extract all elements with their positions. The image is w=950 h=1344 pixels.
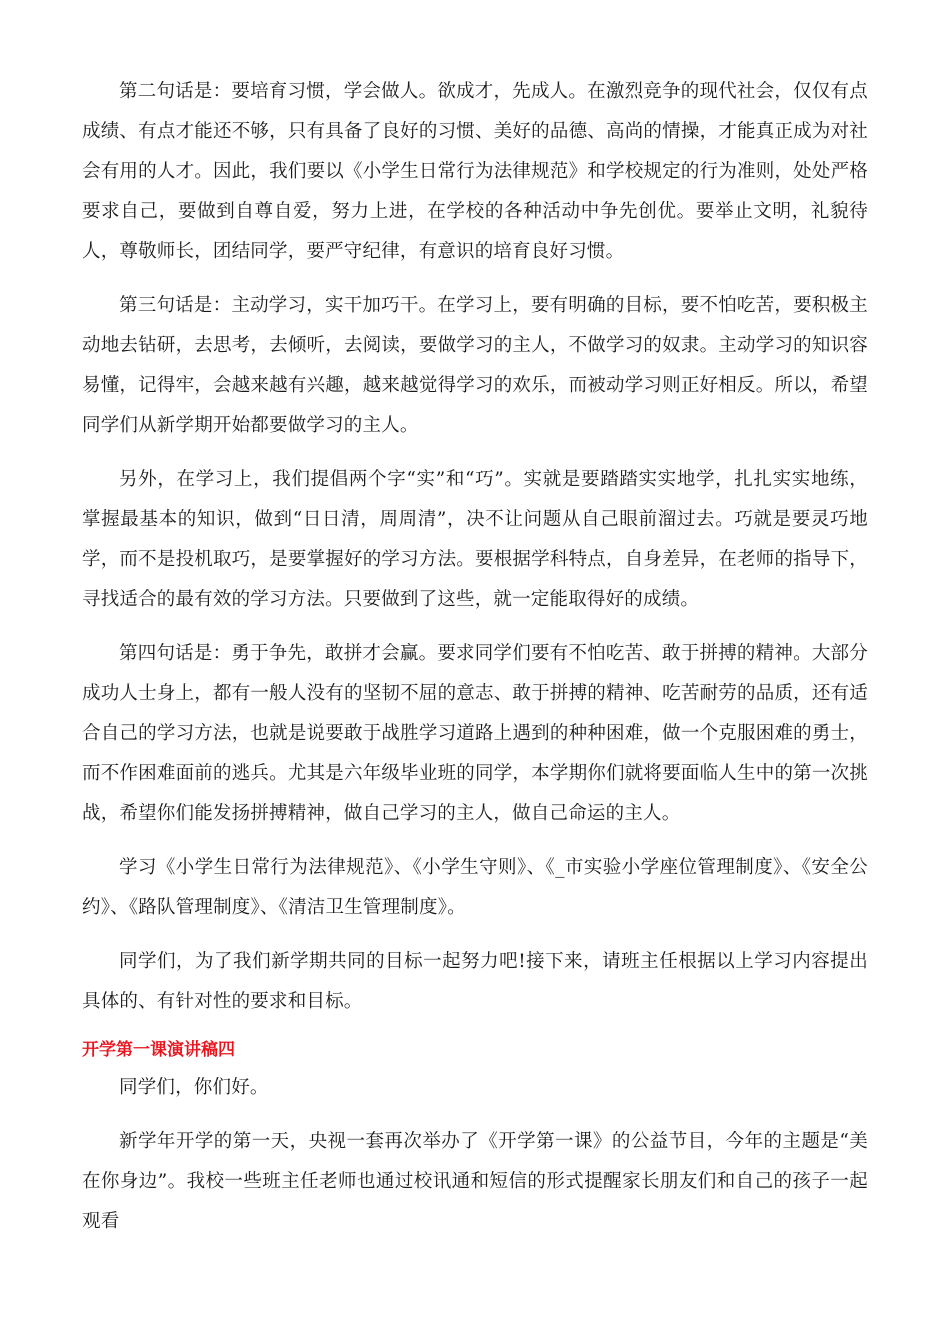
paragraph-fourth-sentence: 第四句话是：勇于争先，敢拼才会赢。要求同学们要有不怕吃苦、敢于拼搏的精神。大部分成功人士身上，都有一般人没有的坚韧不屈的意志、敢于拼搏的精神、吃苦耐劳的品质，还有适合自己的学习方法，也就是说要敢于战胜学习道路上遇到的种种困难，做一个克服困难的勇士，而不作困难面前的逃兵。尤其是六年级毕业班的同学，本学期你们就将要面临人生中的第一次挑战，希望你们能发扬拼搏精神，做自己学习的主人，做自己命运的主人。 (82, 643, 868, 824)
paragraph-greeting: 同学们，你们好。 (119, 1077, 269, 1098)
paragraph-study-rules: 学习《小学生日常行为法律规范》、《小学生守则》、《_市实验小学座位管理制度》、《安全公约》、《路队管理制度》、《清洁卫生管理制度》。 (82, 857, 868, 918)
paragraph-third-sentence: 第三句话是：主动学习，实干加巧干。在学习上，要有明确的目标，要不怕吃苦，要积极主动地去钻研，去思考，去倾听，去阅读，要做学习的主人，不做学习的奴隶。主动学习的知识容易懂，记得牢，会越来越有兴趣，越来越觉得学习的欢乐，而被动学习则正好相反。所以，希望同学们从新学期开始都要做学习的主人。 (82, 295, 868, 436)
paragraph-closing: 同学们，为了我们新学期共同的目标一起努力吧!接下来，请班主任根据以上学习内容提出具体的、有针对性的要求和目标。 (82, 951, 868, 1012)
paragraph-new-term: 新学年开学的第一天，央视一套再次举办了《开学第一课》的公益节目，今年的主题是“美在你身边”。我校一些班主任老师也通过校讯通和短信的形式提醒家长朋友们和自己的孩子一起观看 (82, 1131, 868, 1232)
section-heading: 开学第一课演讲稿四 (82, 1040, 235, 1060)
paragraph-second-sentence: 第二句话是：要培育习惯，学会做人。欲成才，先成人。在激烈竞争的现代社会，仅仅有点成绩、有点才能还不够，只有具备了良好的习惯、美好的品德、高尚的情操，才能真正成为对社会有用的人才。因此，我们要以《小学生日常行为法律规范》和学校规定的行为准则，处处严格要求自己，要做到自尊自爱，努力上进，在学校的各种活动中争先创优。要举止文明，礼貌待人，尊敬师长，团结同学，要严守纪律，有意识的培育良好习惯。 (82, 81, 868, 262)
document-body (82, 72, 868, 1256)
paragraph-shi-qiao: 另外，在学习上，我们提倡两个字“实”和“巧”。实就是要踏踏实实地学，扎扎实实地练，掌握最基本的知识，做到“日日清，周周清”，决不让问题从自己眼前溜过去。巧就是要灵巧地学，而不是投机取巧，是要掌握好的学习方法。要根据学科特点，自身差异，在老师的指导下，寻找适合的最有效的学习方法。只要做到了这些，就一定能取得好的成绩。 (82, 469, 868, 610)
